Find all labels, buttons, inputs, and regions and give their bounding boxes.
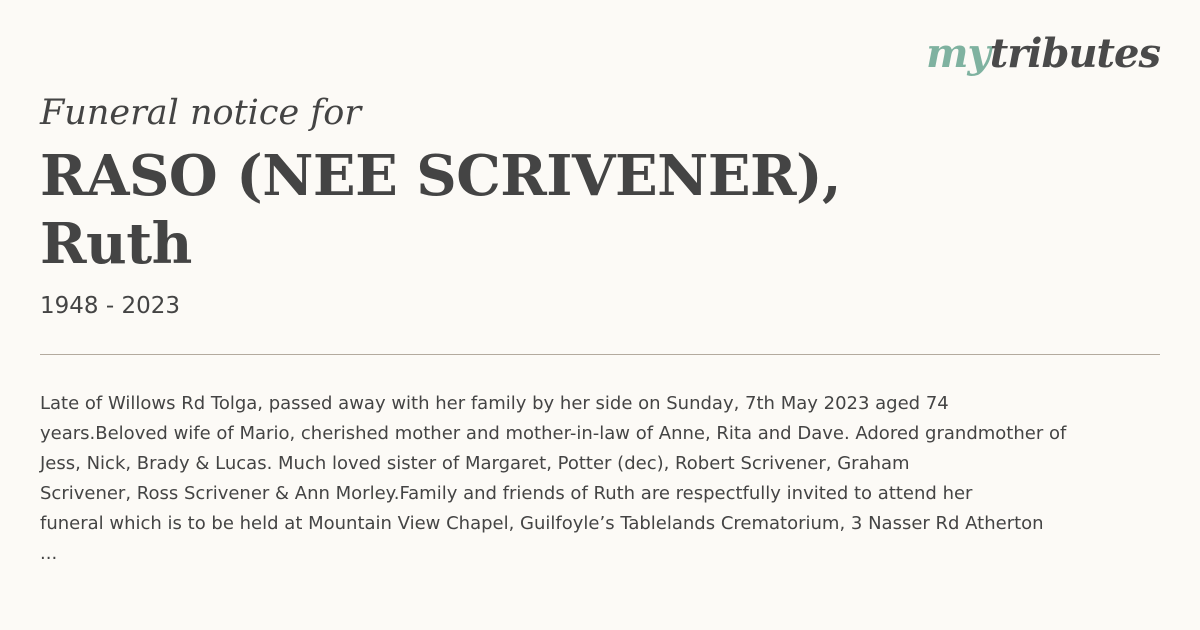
life-years: 1948 - 2023 bbox=[40, 293, 180, 319]
deceased-name-line1: RASO (NEE SCRIVENER), bbox=[40, 143, 842, 209]
deceased-name bbox=[40, 142, 940, 278]
notice-body-line: years.Beloved wife of Mario, cherished mother and mother-in-law of Anne, Rita and Dave. Adored grandmother of bbox=[40, 423, 1067, 444]
mytributes-logo[interactable] bbox=[926, 30, 1160, 77]
logo-my-text: my bbox=[926, 30, 990, 77]
notice-body-line: Jess, Nick, Brady & Lucas. Much loved sister of Margaret, Potter (dec), Robert Scrivener, Graham bbox=[40, 453, 910, 474]
deceased-name-line2: Ruth bbox=[40, 211, 192, 277]
notice-body-line: Late of Willows Rd Tolga, passed away with her family by her side on Sunday, 7th May 2023 aged 74 bbox=[40, 393, 949, 414]
notice-body-ellipsis: ... bbox=[40, 543, 58, 564]
notice-body bbox=[40, 389, 1180, 569]
notice-body-line: Scrivener, Ross Scrivener & Ann Morley.Family and friends of Ruth are respectfully invited to attend her bbox=[40, 483, 973, 504]
notice-subtitle: Funeral notice for bbox=[40, 93, 362, 133]
divider bbox=[40, 354, 1160, 355]
logo-tributes-text: tributes bbox=[989, 30, 1160, 77]
notice-body-line: funeral which is to be held at Mountain View Chapel, Guilfoyle’s Tablelands Crematorium, 3 Nasser Rd Atherton bbox=[40, 513, 1044, 534]
